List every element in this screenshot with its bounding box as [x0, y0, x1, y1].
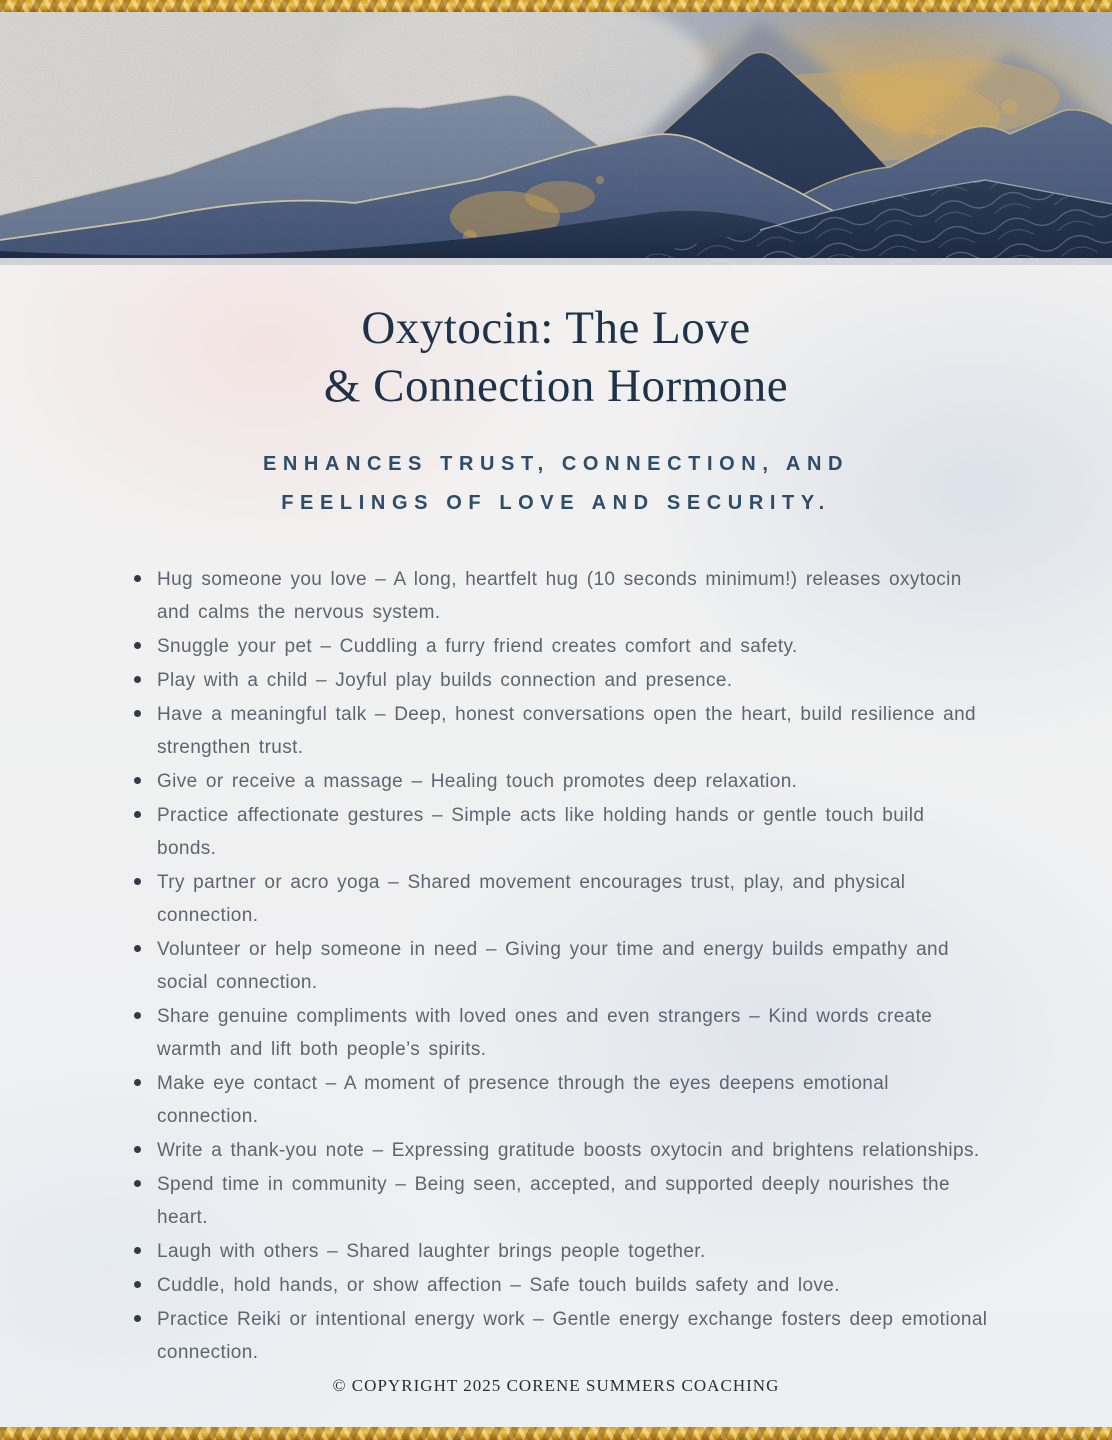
- tips-list: [134, 563, 990, 1370]
- list-item: [134, 630, 990, 663]
- list-item-text: Volunteer or help someone in need – Giving your time and energy builds empathy and social connection.: [157, 939, 949, 993]
- list-item: [134, 1303, 990, 1369]
- bullet-dot-icon: [134, 1247, 141, 1254]
- list-item: [134, 1168, 990, 1234]
- bullet-dot-icon: [134, 710, 141, 717]
- list-item-text: Hug someone you love – A long, heartfelt hug (10 seconds minimum!) releases oxytocin and calms the nervous system.: [157, 569, 962, 623]
- mountain-landscape-illustration: [0, 12, 1112, 265]
- list-item: [134, 799, 990, 865]
- header-image: [0, 12, 1112, 265]
- list-item: [134, 765, 990, 798]
- list-item-text: Snuggle your pet – Cuddling a furry friend creates comfort and safety.: [157, 636, 798, 657]
- page-subtitle: [0, 445, 1112, 523]
- list-item-text: Have a meaningful talk – Deep, honest conversations open the heart, build resilience and strengthen trust.: [157, 704, 976, 758]
- list-item-text: Practice affectionate gestures – Simple acts like holding hands or gentle touch build bonds.: [157, 805, 925, 859]
- bullet-dot-icon: [134, 575, 141, 582]
- list-item: [134, 664, 990, 697]
- list-item: [134, 1134, 990, 1167]
- list-item-text: Share genuine compliments with loved ones and even strangers – Kind words create warmth and lift both people’s spirits.: [157, 1006, 933, 1060]
- bullet-dot-icon: [134, 642, 141, 649]
- list-item: [134, 698, 990, 764]
- list-item-text: Try partner or acro yoga – Shared movement encourages trust, play, and physical connection.: [157, 872, 906, 926]
- subtitle-line-1: ENHANCES TRUST, CONNECTION, AND: [262, 453, 850, 475]
- list-item-text: Play with a child – Joyful play builds connection and presence.: [157, 670, 733, 691]
- list-item-text: Cuddle, hold hands, or show affection – Safe touch builds safety and love.: [157, 1275, 840, 1296]
- bullet-dot-icon: [134, 811, 141, 818]
- title-line-1: Oxytocin: The Love: [361, 302, 751, 354]
- list-item-text: Spend time in community – Being seen, accepted, and supported deeply nourishes the heart.: [157, 1174, 950, 1228]
- copyright-notice: © COPYRIGHT 2025 CORENE SUMMERS COACHING: [332, 1376, 780, 1395]
- bullet-dot-icon: [134, 1079, 141, 1086]
- subtitle-line-2: FEELINGS OF LOVE AND SECURITY.: [281, 492, 831, 514]
- content-area: [0, 265, 1112, 1427]
- bullet-dot-icon: [134, 945, 141, 952]
- list-item: [134, 563, 990, 629]
- list-item-text: Make eye contact – A moment of presence through the eyes deepens emotional connection.: [157, 1073, 889, 1127]
- list-item: [134, 1067, 990, 1133]
- title-line-2: & Connection Hormone: [323, 360, 789, 412]
- bullet-dot-icon: [134, 1180, 141, 1187]
- list-item: [134, 1000, 990, 1066]
- bullet-dot-icon: [134, 676, 141, 683]
- list-item: [134, 933, 990, 999]
- gold-border-bottom: [0, 1427, 1112, 1440]
- list-item: [134, 866, 990, 932]
- bullet-dot-icon: [134, 777, 141, 784]
- list-item-text: Laugh with others – Shared laughter brings people together.: [157, 1241, 706, 1262]
- bullet-dot-icon: [134, 1281, 141, 1288]
- list-item: [134, 1269, 990, 1302]
- bullet-dot-icon: [134, 1012, 141, 1019]
- list-item-text: Give or receive a massage – Healing touch promotes deep relaxation.: [157, 771, 798, 792]
- list-item: [134, 1235, 990, 1268]
- bullet-dot-icon: [134, 878, 141, 885]
- page-title: [0, 299, 1112, 415]
- bullet-dot-icon: [134, 1315, 141, 1322]
- list-item-text: Write a thank-you note – Expressing gratitude boosts oxytocin and brightens relationships.: [157, 1140, 980, 1161]
- gold-border-top: [0, 0, 1112, 12]
- bullet-dot-icon: [134, 1146, 141, 1153]
- list-item-text: Practice Reiki or intentional energy work – Gentle energy exchange fosters deep emotional connection.: [157, 1309, 988, 1363]
